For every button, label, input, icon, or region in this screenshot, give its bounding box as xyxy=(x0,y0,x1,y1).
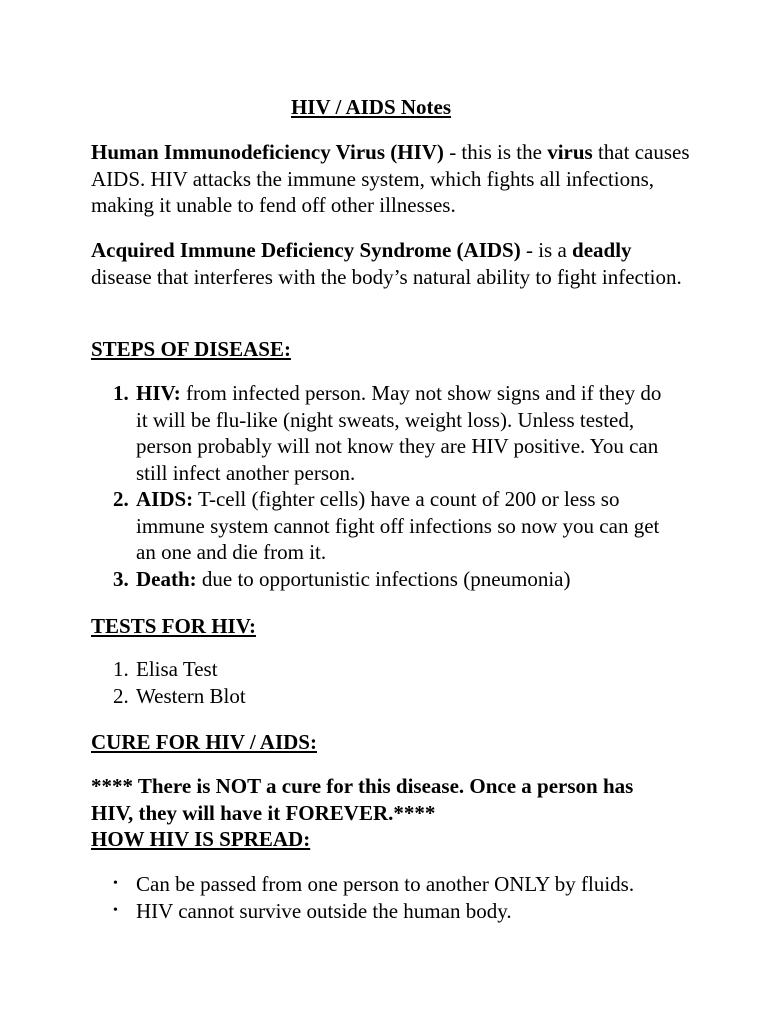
step-text: due to opportunistic infections (pneumonia) xyxy=(196,566,571,591)
hiv-term: Human Immunodeficiency Virus (HIV) xyxy=(91,140,444,164)
test-number: 1. xyxy=(113,657,129,681)
aids-term: Acquired Immune Deficiency Syndrome (AIDS) xyxy=(91,238,521,262)
test-text: Western Blot xyxy=(136,683,246,708)
step-text: T-cell (fighter cells) have a count of 200 or less so immune system cannot fight off infections so now you can get an one and die from it. xyxy=(136,487,660,564)
step-item xyxy=(91,486,676,566)
step-number: 1. xyxy=(113,381,129,405)
steps-list xyxy=(91,380,691,592)
bullet-icon: • xyxy=(113,902,118,918)
step-label: HIV: xyxy=(136,381,181,405)
spread-text: Can be passed from one person to another ONLY by fluids. xyxy=(136,872,635,896)
test-item xyxy=(91,656,691,683)
cure-heading: CURE FOR HIV / AIDS: xyxy=(91,730,317,754)
cure-statement: **** There is NOT a cure for this disease. Once a person has HIV, they will have it FOREVER.**** xyxy=(91,774,634,825)
document-title: HIV / AIDS Notes xyxy=(290,95,452,119)
tests-heading: TESTS FOR HIV: xyxy=(91,614,256,638)
hiv-def-post: that causes AIDS. HIV attacks the immune system, which fights all infections, making it unable to fend off other illnesses. xyxy=(91,140,690,217)
steps-heading: STEPS OF DISEASE: xyxy=(91,337,291,361)
aids-bold-word: deadly xyxy=(572,238,632,262)
spread-item xyxy=(91,898,691,925)
step-text: from infected person. May not show signs and if they do it will be flu-like (night sweats, weight loss). Unless tested, person probably will not know they are HIV positive. You can still infect another person. xyxy=(136,381,662,485)
hiv-definition xyxy=(91,139,691,219)
hiv-def-pre: - this is the xyxy=(443,140,548,164)
step-number: 3. xyxy=(113,566,129,591)
hiv-bold-word: virus xyxy=(547,140,593,164)
spread-list xyxy=(91,871,691,924)
step-label: AIDS: xyxy=(136,487,194,511)
spread-text: HIV cannot survive outside the human body. xyxy=(136,898,512,923)
test-number: 2. xyxy=(113,683,129,708)
spread-heading: HOW HIV IS SPREAD: xyxy=(91,827,311,851)
test-item xyxy=(91,683,691,710)
test-text: Elisa Test xyxy=(136,657,218,681)
spread-item xyxy=(91,871,691,898)
step-item xyxy=(91,380,676,486)
aids-def-pre: - is a xyxy=(520,238,573,262)
aids-def-post: disease that interferes with the body’s natural ability to fight infection. xyxy=(91,264,682,289)
bullet-icon: • xyxy=(113,876,118,891)
step-number: 2. xyxy=(113,487,129,511)
step-item xyxy=(91,566,676,593)
tests-list xyxy=(91,656,691,709)
step-label: Death: xyxy=(136,566,197,591)
aids-definition xyxy=(91,237,691,290)
